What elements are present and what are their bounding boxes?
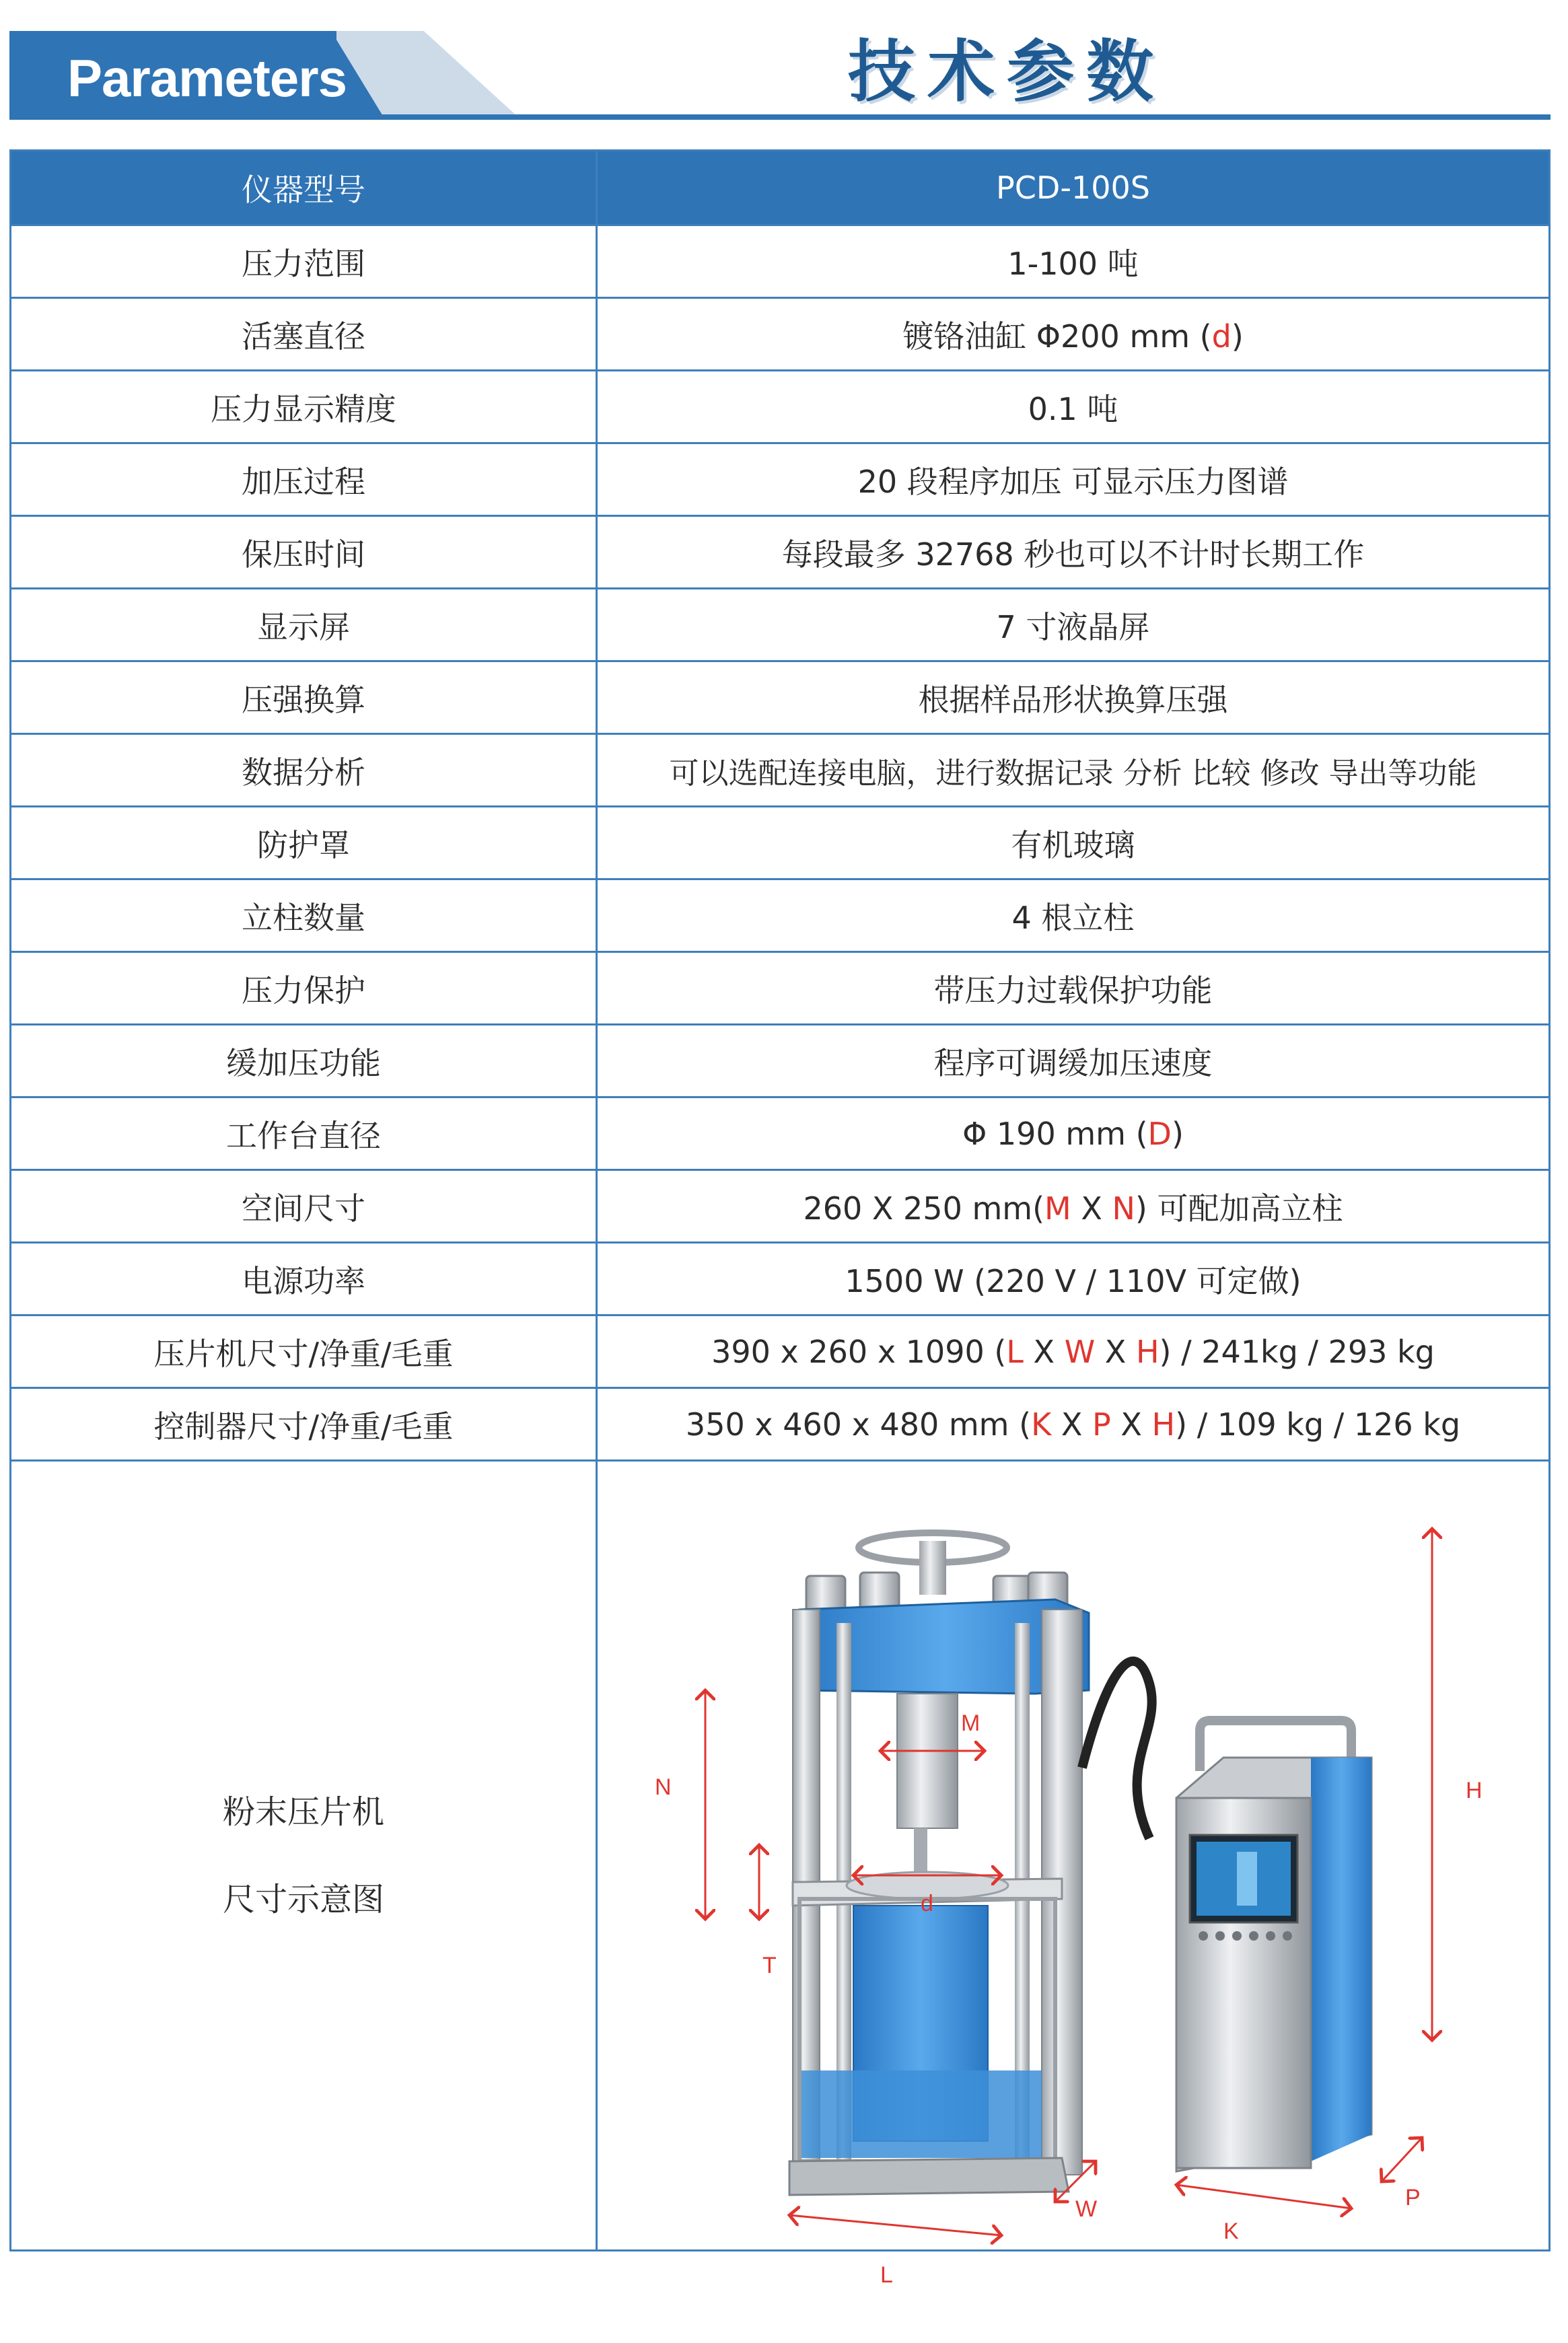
value-text: X [1110,1406,1152,1443]
value-text: X [1051,1406,1093,1443]
table-row [11,225,1550,298]
value-highlight: K [1031,1406,1052,1443]
label-T: T [762,1953,777,1978]
value-text: X [1095,1333,1136,1370]
row-value [597,1315,1550,1388]
row-value: 1-100 吨 [597,225,1550,298]
label-K: K [1223,2219,1239,2244]
table-row [11,443,1550,516]
row-label: 防护罩 [11,807,597,879]
value-text: 镀铬油缸 Φ200 mm ( [902,318,1212,355]
row-value: 7 寸液晶屏 [597,589,1550,661]
diagram-image-cell [597,1461,1550,2288]
press-base [789,2158,1069,2195]
header-title-en: Parameters [67,48,347,108]
row-value: 带压力过载保护功能 [597,952,1550,1025]
header-title-cn: 技术参数 [848,32,1166,111]
row-label: 活塞直径 [11,298,597,371]
page-header [0,0,1557,135]
value-text: ) / 241kg / 293 kg [1159,1333,1435,1370]
row-value: 根据样品形状换算压强 [597,661,1550,734]
row-label: 压力显示精度 [11,371,597,443]
value-highlight: d [1211,318,1232,355]
table-row [11,589,1550,661]
label-d: d [921,1891,933,1916]
row-value [597,298,1550,371]
spec-table [9,149,1551,2288]
row-value: 1500 W (220 V / 110V 可定做) [597,1243,1550,1315]
table-row [11,1243,1550,1315]
row-label: 保压时间 [11,516,597,589]
row-label: 加压过程 [11,443,597,516]
table-row [11,879,1550,952]
row-label: 立柱数量 [11,879,597,952]
row-value [597,1097,1550,1170]
row-label: 压片机尺寸/净重/毛重 [11,1315,597,1388]
table-row [11,1388,1550,1461]
row-label: 空间尺寸 [11,1170,597,1243]
table-row [11,1315,1550,1388]
value-highlight: W [1064,1333,1096,1370]
arrow-P [1382,2138,1422,2182]
value-text: ) [1231,318,1244,355]
label-H: H [1466,1778,1483,1803]
label-N: N [655,1774,672,1800]
row-label: 数据分析 [11,734,597,807]
row-value: 每段最多 32768 秒也可以不计时长期工作 [597,516,1550,589]
row-value [597,1170,1550,1243]
label-L: L [880,2262,893,2288]
value-highlight: L [1006,1333,1024,1370]
value-text: X [1071,1190,1112,1227]
row-label: 控制器尺寸/净重/毛重 [11,1388,597,1461]
value-highlight: P [1092,1406,1111,1443]
row-label: 压力范围 [11,225,597,298]
table-header-row [11,151,1550,225]
value-text: ) [1171,1115,1184,1152]
label-W: W [1075,2196,1098,2222]
label-P: P [1405,2185,1421,2210]
diagram-label-line2: 尺寸示意图 [222,1880,384,1918]
value-text: 350 x 460 x 480 mm ( [685,1406,1032,1443]
row-label: 缓加压功能 [11,1025,597,1097]
table-row [11,734,1550,807]
header-value-cell: PCD-100S [597,151,1550,225]
value-highlight: D [1147,1115,1172,1152]
table-row [11,661,1550,734]
diagram-label-line1: 粉末压片机 [222,1793,384,1831]
table-row [11,807,1550,879]
press-machine [789,1533,1089,2195]
table-row [11,1097,1550,1170]
table-row [11,298,1550,371]
arrow-L [789,2215,1001,2235]
label-M: M [961,1710,981,1736]
table-row [11,371,1550,443]
row-label: 压强换算 [11,661,597,734]
table-row [11,516,1550,589]
value-text: X [1023,1333,1065,1370]
header-label-cell: 仪器型号 [11,151,597,225]
value-text: ) / 109 kg / 126 kg [1175,1406,1461,1443]
diagram-row [11,1461,1550,2251]
row-value: 20 段程序加压 可显示压力图谱 [597,443,1550,516]
row-value: 0.1 吨 [597,371,1550,443]
table-row [11,1025,1550,1097]
value-highlight: H [1151,1406,1176,1443]
ram [897,1694,958,1828]
table-row [11,952,1550,1025]
value-text: 390 x 260 x 1090 ( [711,1333,1007,1370]
row-value: 有机玻璃 [597,807,1550,879]
row-value [597,1388,1550,1461]
row-label: 工作台直径 [11,1097,597,1170]
row-value: 程序可调缓加压速度 [597,1025,1550,1097]
value-text: 260 X 250 mm( [803,1190,1045,1227]
diagram-label-cell [11,1461,597,2251]
press-dimension-diagram [598,1462,1568,2288]
wheel-shaft [919,1541,946,1595]
row-value: 4 根立柱 [597,879,1550,952]
value-highlight: H [1135,1333,1160,1370]
value-highlight: N [1112,1190,1135,1227]
row-label: 显示屏 [11,589,597,661]
table-row [11,1170,1550,1243]
value-text: Φ 190 mm ( [962,1115,1148,1152]
row-label: 压力保护 [11,952,597,1025]
value-text: ) 可配加高立柱 [1135,1190,1343,1227]
row-label: 电源功率 [11,1243,597,1315]
value-highlight: M [1044,1190,1071,1227]
controller-unit [1176,1721,1371,2171]
header-underline [9,114,1551,120]
cable [1082,1661,1152,1838]
row-value: 可以选配连接电脑，进行数据记录 分析 比较 修改 导出等功能 [597,734,1550,807]
arrow-K [1176,2185,1351,2208]
